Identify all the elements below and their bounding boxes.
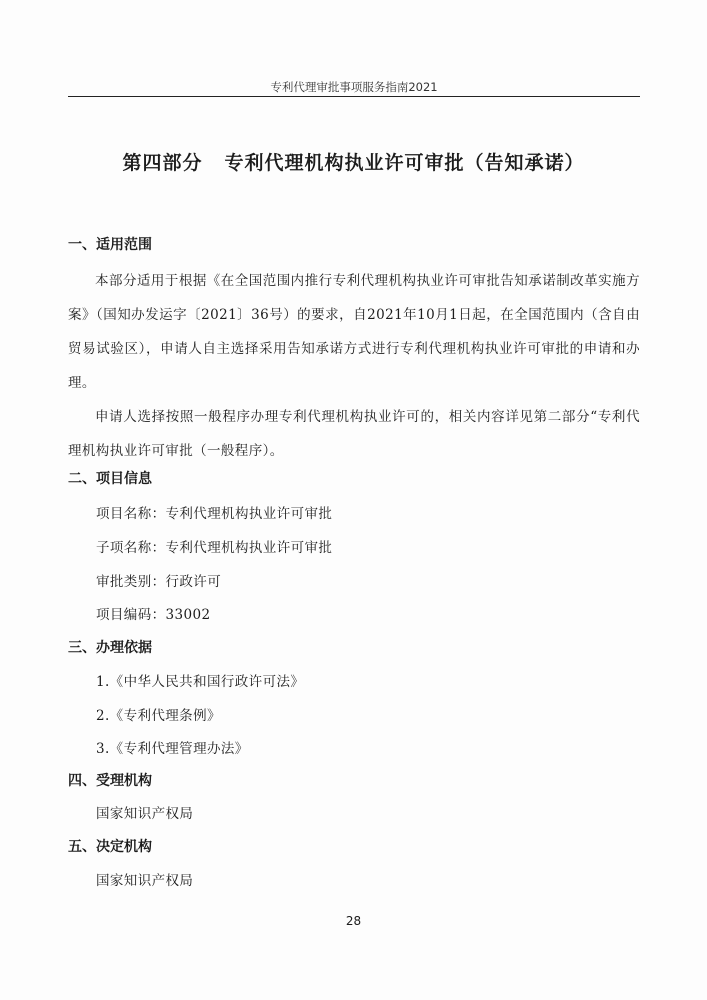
section-heading-item-info: 二、项目信息 xyxy=(68,471,152,487)
accepting-agency-text: 国家知识产权局 xyxy=(96,806,194,822)
basis-item-3: 3.《专利代理管理办法》 xyxy=(96,741,249,757)
part-label: 第四部分 xyxy=(122,152,203,174)
basis-item-2: 2.《专利代理条例》 xyxy=(96,708,221,724)
deciding-agency-text: 国家知识产权局 xyxy=(96,873,194,889)
item-name: 项目名称：专利代理机构执业许可审批 xyxy=(96,506,333,522)
section-heading-scope: 一、适用范围 xyxy=(68,237,152,253)
part-title xyxy=(0,148,707,175)
subitem-name: 子项名称：专利代理机构执业许可审批 xyxy=(96,540,333,556)
scope-paragraph-2: 申请人选择按照一般程序办理专利代理机构执业许可的，相关内容详见第二部分“专利代理机构执业许可审批（一般程序）。 xyxy=(68,409,640,459)
approval-category: 审批类别：行政许可 xyxy=(96,574,222,590)
scope-paragraph-1: 本部分适用于根据《在全国范围内推行专利代理机构执业许可审批告知承诺制改革实施方案》（国知办发运字〔2021〕36号）的要求，自2021年10月1日起，在全国范围内（含自由贸易试验区），申请人自主选择采用告知承诺方式进行专利代理机构执业许可审批的申请和办理。 xyxy=(68,273,640,391)
header-rule xyxy=(68,96,640,97)
section-heading-accepting-agency: 四、受理机构 xyxy=(68,773,152,789)
basis-item-1: 1.《中华人民共和国行政许可法》 xyxy=(96,674,305,690)
section-heading-deciding-agency: 五、决定机构 xyxy=(68,839,152,855)
running-header: 专利代理审批事项服务指南2021 xyxy=(270,80,438,94)
section-heading-basis: 三、办理依据 xyxy=(68,640,152,656)
part-title-text: 专利代理机构执业许可审批（告知承诺） xyxy=(224,152,585,174)
page-number: 28 xyxy=(345,914,362,928)
item-code: 项目编码：33002 xyxy=(96,607,211,623)
